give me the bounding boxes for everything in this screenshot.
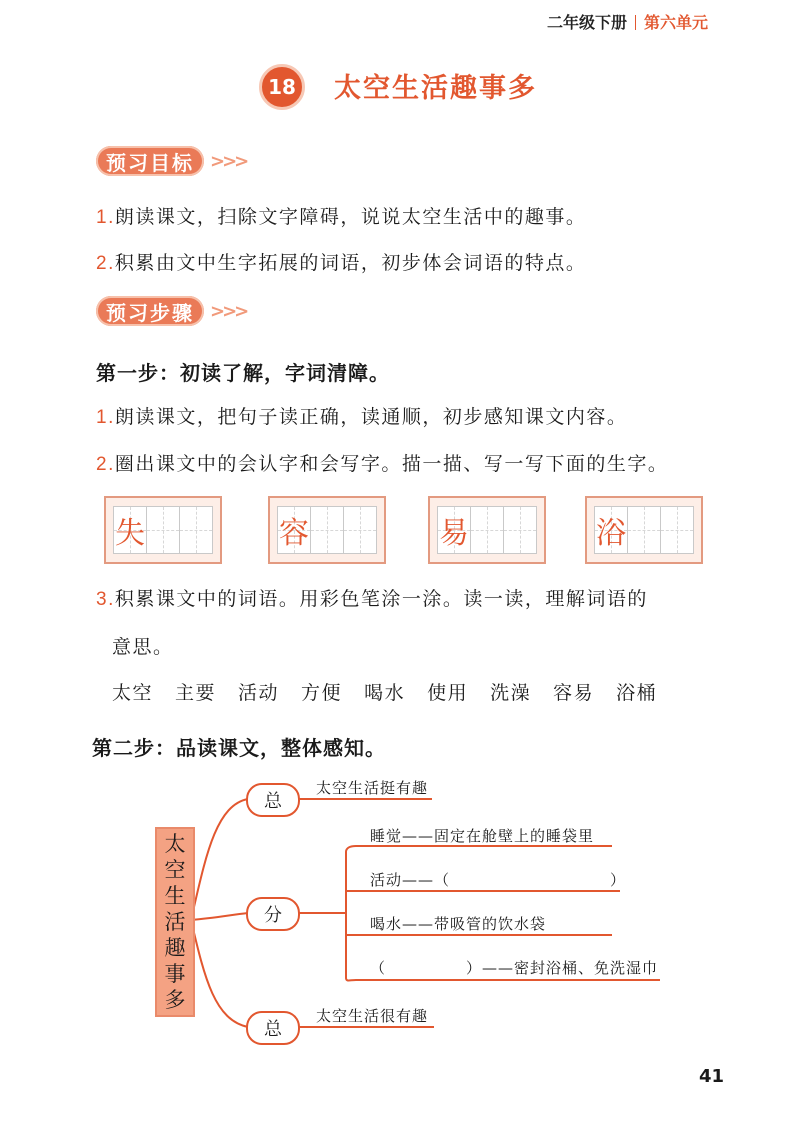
item-text: 朗读课文，把句子读正确，读通顺，初步感知课文内容。 — [114, 406, 628, 428]
word[interactable]: 浴桶 — [616, 682, 658, 704]
step1-title: 第一步：初读了解，字词清障。 — [96, 361, 390, 385]
word[interactable]: 主要 — [175, 682, 217, 704]
root-char: 活 — [164, 910, 186, 934]
mindmap-node-middle: 分 — [246, 897, 300, 931]
step2-title: 第二步：品读课文，整体感知。 — [92, 736, 386, 760]
trace-character: 失 — [115, 516, 145, 551]
root-char: 空 — [164, 858, 186, 882]
step1-item-3-cont: 意思。 — [112, 636, 174, 658]
goal-text: 朗读课文，扫除文字障碍，说说太空生活中的趣事。 — [114, 206, 587, 228]
trace-character: 浴 — [596, 516, 626, 551]
mindmap-leaf-activity[interactable]: 活动——（ ） — [370, 871, 627, 889]
root-char: 多 — [164, 988, 186, 1012]
chevrons-icon: >>> — [210, 150, 247, 172]
unit-label: 第六单元 — [643, 13, 708, 32]
word[interactable]: 容易 — [553, 682, 595, 704]
item-text: 圈出课文中的会认字和会写字。描一描、写一写下面的生字。 — [114, 453, 669, 475]
word[interactable]: 使用 — [427, 682, 469, 704]
mindmap-node-top: 总 — [246, 783, 300, 817]
trace-character: 易 — [439, 516, 469, 551]
root-char: 太 — [164, 832, 186, 856]
mindmap-leaf-sleep: 睡觉——固定在舱壁上的睡袋里 — [370, 827, 595, 845]
steps-pill: 预习步骤 — [96, 296, 204, 326]
word[interactable]: 喝水 — [364, 682, 406, 704]
lesson-title: 太空生活趣事多 — [334, 73, 537, 104]
goal-number: 2. — [96, 253, 115, 274]
mindmap-root — [155, 827, 195, 1017]
chevrons-icon: >>> — [210, 300, 247, 322]
root-char: 趣 — [164, 936, 186, 960]
page-number: 41 — [698, 1066, 724, 1087]
mindmap-leaf-top: 太空生活挺有趣 — [316, 779, 429, 797]
grade-label: 二年级下册 — [546, 13, 627, 32]
item-number: 1. — [96, 407, 115, 428]
item-text: 积累课文中的词语。用彩色笔涂一涂。读一读，理解词语的 — [114, 588, 648, 610]
root-char: 事 — [164, 962, 186, 986]
mindmap-leaf-drink: 喝水——带吸管的饮水袋 — [370, 915, 547, 933]
root-char: 生 — [164, 884, 186, 908]
item-number: 3. — [96, 589, 115, 610]
item-number: 2. — [96, 454, 115, 475]
word[interactable]: 洗澡 — [490, 682, 532, 704]
goal-number: 1. — [96, 207, 115, 228]
trace-character: 容 — [279, 516, 309, 551]
goals-pill: 预习目标 — [96, 146, 204, 176]
word[interactable]: 太空 — [112, 682, 154, 704]
goal-text: 积累由文中生字拓展的词语，初步体会词语的特点。 — [114, 252, 587, 274]
mindmap-leaf-bath[interactable]: （ ）——密封浴桶、免洗湿巾 — [370, 959, 659, 977]
mindmap-node-bottom: 总 — [246, 1011, 300, 1045]
lesson-number-badge: 18 — [259, 64, 305, 110]
word[interactable]: 活动 — [238, 682, 280, 704]
mindmap-leaf-bottom: 太空生活很有趣 — [316, 1007, 429, 1025]
word[interactable]: 方便 — [301, 682, 343, 704]
